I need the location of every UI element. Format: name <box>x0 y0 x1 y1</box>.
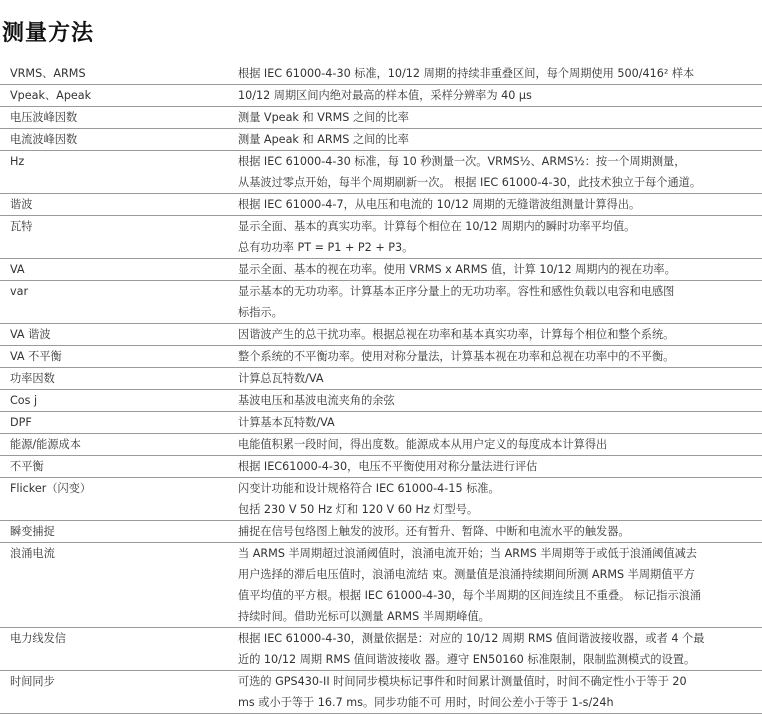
row-label: Hz <box>0 151 228 194</box>
description-line: 因谐波产生的总干扰功率。根据总视在功率和基本真实功率，计算每个相位和整个系统。 <box>238 328 675 341</box>
row-label: VRMS、ARMS <box>0 63 228 85</box>
description-line: 值平均值的平方根。根据 IEC 61000-4-30，每个半周期的区间连续且不重叠。 标记指示浪涌 <box>238 589 702 602</box>
table-row <box>0 628 762 671</box>
table-row <box>0 324 762 346</box>
table-row <box>0 346 762 368</box>
row-label: 谐波 <box>0 194 228 216</box>
description-line: 根据 IEC61000-4-30，电压不平衡使用对称分量法进行评估 <box>238 460 538 473</box>
description-line: 10/12 周期区间内绝对最高的样本值，采样分辨率为 40 μs <box>238 89 532 102</box>
row-description <box>228 521 762 543</box>
row-description <box>228 259 762 281</box>
description-line: 显示基本的无功功率。计算基本正序分量上的无功功率。容性和感性负载以电容和电感图 <box>238 285 675 298</box>
row-label: VA <box>0 259 228 281</box>
description-line: 标指示。 <box>238 306 283 319</box>
description-line: 显示全面、基本的视在功率。使用 VRMS x ARMS 值，计算 10/12 周期内的视在功率。 <box>238 263 676 276</box>
table-row <box>0 368 762 390</box>
description-line: 包括 230 V 50 Hz 灯和 120 V 60 Hz 灯型号。 <box>238 503 479 516</box>
description-line: 根据 IEC 61000-4-30，测量依据是：对应的 10/12 周期 RMS 值间谐波接收器，或者 4 个最 <box>238 632 705 645</box>
row-label: 瞬变捕捉 <box>0 521 228 543</box>
table-row <box>0 390 762 412</box>
row-description <box>228 85 762 107</box>
row-description <box>228 129 762 151</box>
row-description <box>228 478 762 521</box>
row-description <box>228 390 762 412</box>
row-description <box>228 63 762 85</box>
spec-table <box>0 63 762 714</box>
table-row <box>0 107 762 129</box>
row-label: 浪涌电流 <box>0 543 228 628</box>
table-row <box>0 456 762 478</box>
table-row <box>0 671 762 714</box>
row-label: 功率因数 <box>0 368 228 390</box>
row-description <box>228 368 762 390</box>
table-row <box>0 543 762 628</box>
row-description <box>228 281 762 324</box>
description-line: 从基波过零点开始，每半个周期刷新一次。 根据 IEC 61000-4-30，此技术独立于每个通道。 <box>238 176 702 189</box>
description-line: 计算基本瓦特数/VA <box>238 416 335 429</box>
row-label: DPF <box>0 412 228 434</box>
row-description <box>228 456 762 478</box>
row-description <box>228 346 762 368</box>
description-line: 用户选择的滞后电压值时，浪涌电流结 束。测量值是浪涌持续期间所测 ARMS 半周期值平方 <box>238 568 695 581</box>
description-line: 可选的 GPS430-II 时间同步模块标记事件和时间累计测量值时，时间不确定性小于等于 20 <box>238 675 687 688</box>
table-row <box>0 521 762 543</box>
spec-table-body <box>0 63 762 714</box>
description-line: 根据 IEC 61000-4-30 标准，10/12 周期的持续非重叠区间，每个周期使用 500/416² 样本 <box>238 67 695 80</box>
description-line: 基波电压和基波电流夹角的余弦 <box>238 394 395 407</box>
row-description <box>228 107 762 129</box>
row-label: VA 不平衡 <box>0 346 228 368</box>
row-description <box>228 194 762 216</box>
row-label: 电流波峰因数 <box>0 129 228 151</box>
row-label: 电力线发信 <box>0 628 228 671</box>
table-row <box>0 478 762 521</box>
description-line: 根据 IEC 61000-4-30 标准，每 10 秒测量一次。VRMS½、ARMS½：按一个周期测量， <box>238 155 686 168</box>
row-label: Cos j <box>0 390 228 412</box>
table-row <box>0 281 762 324</box>
row-label: Vpeak、Apeak <box>0 85 228 107</box>
description-line: 根据 IEC 61000-4-7，从电压和电流的 10/12 周期的无缝谐波组测量计算得出。 <box>238 198 641 211</box>
description-line: ms 或小于等于 16.7 ms。同步功能不可 用时，时间公差小于等于 1-s/24h <box>238 696 614 709</box>
table-row <box>0 129 762 151</box>
description-line: 显示全面、基本的真实功率。计算每个相位在 10/12 周期内的瞬时功率平均值。 <box>238 220 636 233</box>
row-description <box>228 543 762 628</box>
row-label: 能源/能源成本 <box>0 434 228 456</box>
description-line: 总有功功率 PT = P1 + P2 + P3。 <box>238 241 414 254</box>
row-label: 时间同步 <box>0 671 228 714</box>
description-line: 持续时间。借助光标可以测量 ARMS 半周期峰值。 <box>238 610 490 623</box>
description-line: 计算总瓦特数/VA <box>238 372 324 385</box>
row-label: Flicker（闪变） <box>0 478 228 521</box>
table-row <box>0 259 762 281</box>
description-line: 测量 Apeak 和 ARMS 之间的比率 <box>238 133 409 146</box>
description-line: 当 ARMS 半周期超过浪涌阈值时，浪涌电流开始；当 ARMS 半周期等于或低于浪涌阈值减去 <box>238 547 697 560</box>
table-row <box>0 85 762 107</box>
table-row <box>0 63 762 85</box>
table-row <box>0 216 762 259</box>
description-line: 电能值积累一段时间，得出度数。能源成本从用户定义的每度成本计算得出 <box>238 438 608 451</box>
description-line: 测量 Vpeak 和 VRMS 之间的比率 <box>238 111 409 124</box>
row-description <box>228 151 762 194</box>
table-row <box>0 434 762 456</box>
row-label: 电压波峰因数 <box>0 107 228 129</box>
description-line: 整个系统的不平衡功率。使用对称分量法，计算基本视在功率和总视在功率中的不平衡。 <box>238 350 675 363</box>
row-description <box>228 324 762 346</box>
description-line: 闪变计功能和设计规格符合 IEC 61000-4-15 标准。 <box>238 482 500 495</box>
table-row <box>0 151 762 194</box>
row-label: var <box>0 281 228 324</box>
row-label: 瓦特 <box>0 216 228 259</box>
description-line: 捕捉在信号包络图上触发的波形。还有暂升、暂降、中断和电流水平的触发器。 <box>238 525 630 538</box>
row-description <box>228 671 762 714</box>
row-label: VA 谐波 <box>0 324 228 346</box>
row-description <box>228 434 762 456</box>
table-row <box>0 194 762 216</box>
table-row <box>0 412 762 434</box>
row-description <box>228 628 762 671</box>
description-line: 近的 10/12 周期 RMS 值间谐波接收 器。遵守 EN50160 标准限制，限制监测模式的设置。 <box>238 653 696 666</box>
row-label: 不平衡 <box>0 456 228 478</box>
page-title: 测量方法 <box>2 21 95 46</box>
row-description <box>228 216 762 259</box>
row-description <box>228 412 762 434</box>
